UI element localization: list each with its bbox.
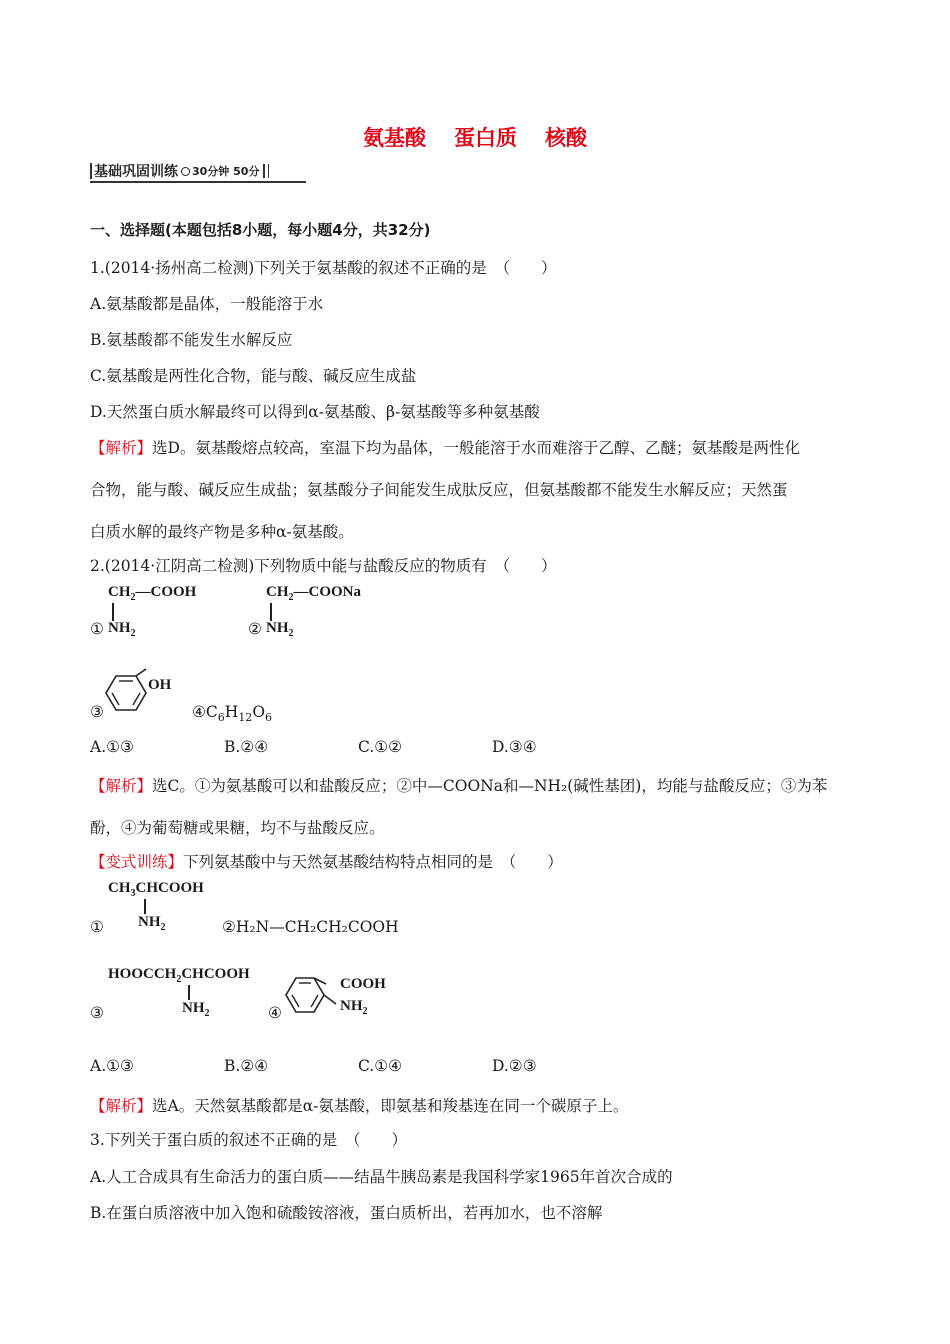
- variant-struct1-bond: [144, 899, 146, 914]
- variant-struct3-top: [108, 966, 250, 985]
- q2-struct3-num: ③: [90, 703, 104, 721]
- variant-benzene-ring: [284, 974, 344, 1022]
- variant-stem: 下列氨基酸中与天然氨基酸结构特点相同的是 （ ）: [183, 853, 563, 871]
- variant-struct1-ch: CH: [108, 880, 131, 896]
- variant-struct3-nh-sub: 2: [204, 1008, 210, 1019]
- q2-struct1-bottom: [108, 620, 136, 639]
- q1-option-c: C.氨基酸是两性化合物，能与酸、碱反应生成盐: [90, 367, 417, 385]
- q2-struct4-o-sub: 6: [265, 711, 273, 725]
- q1-option-b: B.氨基酸都不能发生水解反应: [90, 331, 293, 349]
- q2-struct4-num: ④: [192, 703, 206, 721]
- q2-struct2-nh-sub: 2: [288, 628, 294, 639]
- banner-end-bars: [263, 164, 269, 178]
- variant-struct1-bottom: [138, 914, 166, 933]
- variant-option-d: D.②③: [492, 1057, 537, 1075]
- q1-analysis-line3: 白质水解的最终产物是多种α-氨基酸。: [90, 523, 354, 541]
- variant-struct1-nh-sub: 2: [160, 922, 166, 933]
- q1-option-d: D.天然蛋白质水解最终可以得到α-氨基酸、β-氨基酸等多种氨基酸: [90, 403, 540, 421]
- q2-stem: 2.(2014·江阴高二检测)下列物质中能与盐酸反应的物质有 （ ）: [90, 557, 557, 575]
- analysis-tag: 【解析】: [90, 1097, 153, 1115]
- variant-struct2: ②H₂N—CH₂CH₂COOH: [222, 918, 399, 936]
- q2-struct1-ch: CH: [108, 584, 131, 600]
- q2-struct2-coona: —COONa: [293, 584, 361, 600]
- q2-struct4-c-sub: 6: [217, 711, 225, 725]
- q2-struct1-top: [108, 584, 196, 603]
- q2-struct4: [192, 703, 272, 724]
- q2-struct4-h: H: [224, 703, 239, 721]
- q1-analysis-text1: 选D。氨基酸熔点较高，室温下均为晶体，一般能溶于水而难溶于乙醇、乙醚；氨基酸是两性化: [152, 439, 800, 457]
- variant-struct1-sub: 3: [130, 888, 136, 899]
- q3-stem: 3.下列关于蛋白质的叙述不正确的是 （ ）: [90, 1131, 408, 1149]
- section-heading: 一、选择题(本题包括8小题，每小题4分，共32分): [90, 221, 431, 239]
- variant-struct3-hoocch: HOOCCH: [108, 966, 177, 982]
- q2-struct2-bottom: [266, 620, 294, 639]
- q1-analysis-line1: [90, 436, 800, 458]
- page-title: [0, 122, 950, 152]
- banner-label: 基础巩固训练: [94, 164, 178, 180]
- q1-analysis-line2: 合物，能与酸、碱反应生成盐；氨基酸分子间能发生成肽反应，但氨基酸都不能发生水解反应；天然蛋: [90, 481, 788, 499]
- variant-struct4-cooh: COOH: [340, 976, 386, 992]
- q2-analysis-line1: [90, 774, 827, 796]
- title-protein: 蛋白质: [454, 126, 517, 150]
- variant-struct3-nh: NH: [182, 1000, 205, 1016]
- q2-analysis-text1: 选C。①为氨基酸可以和盐酸反应；②中—COONa和—NH₂(碱性基团)，均能与盐酸反应；③为苯: [152, 777, 828, 795]
- q2-phenol-oh: OH: [148, 677, 172, 693]
- q2-struct4-c: C: [205, 703, 218, 721]
- q2-struct1-num: ①: [90, 620, 104, 638]
- variant-option-c: C.①④: [358, 1057, 403, 1075]
- q2-struct1-bond: [112, 603, 114, 621]
- variant-option-b: B.②④: [224, 1057, 269, 1075]
- variant-stem-line: [90, 850, 563, 872]
- variant-analysis-text: 选A。天然氨基酸都是α-氨基酸，即氨基和羧基连在同一个碳原子上。: [152, 1097, 629, 1115]
- q2-struct4-h-sub: 12: [238, 711, 253, 725]
- q2-struct1-nh-sub: 2: [130, 628, 136, 639]
- q2-phenol-ring: [102, 668, 162, 720]
- q2-struct2-top: [266, 584, 361, 603]
- section-banner: [90, 161, 269, 181]
- title-amino-acid: 氨基酸: [363, 126, 426, 150]
- variant-option-a: A.①③: [90, 1057, 134, 1075]
- q2-option-d: D.③④: [492, 738, 537, 756]
- q1-option-a: A.氨基酸都是晶体，一般能溶于水: [90, 295, 324, 313]
- q2-struct1-cooh: —COOH: [135, 584, 197, 600]
- q2-struct1-nh: NH: [108, 620, 131, 636]
- q2-struct2-nh: NH: [266, 620, 289, 636]
- banner-rule: [90, 181, 306, 183]
- q2-option-b: B.②④: [224, 738, 269, 756]
- q2-struct2-bond: [270, 603, 272, 621]
- analysis-tag: 【解析】: [90, 777, 153, 795]
- variant-struct1-rest: CHCOOH: [135, 880, 204, 896]
- analysis-tag: 【解析】: [90, 439, 153, 457]
- q2-analysis-line2: 酚，④为葡萄糖或果糖，均不与盐酸反应。: [90, 819, 385, 837]
- variant-struct4-nh: [340, 998, 368, 1017]
- q2-struct2-num: ②: [248, 620, 262, 638]
- variant-struct1-nh: NH: [138, 914, 161, 930]
- q2-struct1-sub: 2: [130, 592, 136, 603]
- variant-struct3-num: ③: [90, 1004, 104, 1022]
- q3-option-b: B.在蛋白质溶液中加入饱和硫酸铵溶液，蛋白质析出，若再加水，也不溶解: [90, 1204, 603, 1222]
- variant-struct4-nh-sub: 2: [362, 1006, 368, 1017]
- variant-struct4-num: ④: [268, 1004, 282, 1022]
- variant-struct4-nh-text: NH: [340, 998, 363, 1014]
- variant-tag: 【变式训练】: [90, 853, 184, 871]
- variant-struct1-num: ①: [90, 918, 104, 936]
- q2-option-c: C.①②: [358, 738, 403, 756]
- variant-struct3-bond: [188, 985, 190, 1000]
- variant-struct3-rest: CHCOOH: [181, 966, 250, 982]
- clock-icon: [181, 167, 190, 176]
- q2-struct2-sub: 2: [288, 592, 294, 603]
- q2-struct2-ch: CH: [266, 584, 289, 600]
- q1-stem: 1.(2014·扬州高二检测)下列关于氨基酸的叙述不正确的是 （ ）: [90, 259, 557, 277]
- banner-time: 30分钟 50分: [192, 165, 260, 178]
- banner-bar: [90, 163, 92, 179]
- variant-struct1-top: [108, 880, 204, 899]
- variant-struct3-sub: 2: [176, 974, 182, 985]
- variant-analysis-line: [90, 1094, 628, 1116]
- q2-option-a: A.①③: [90, 738, 134, 756]
- q3-option-a: A.人工合成具有生命活力的蛋白质——结晶牛胰岛素是我国科学家1965年首次合成的: [90, 1168, 673, 1186]
- title-nucleic-acid: 核酸: [545, 126, 587, 150]
- variant-struct3-bottom: [182, 1000, 210, 1019]
- q2-struct4-o: O: [252, 703, 266, 721]
